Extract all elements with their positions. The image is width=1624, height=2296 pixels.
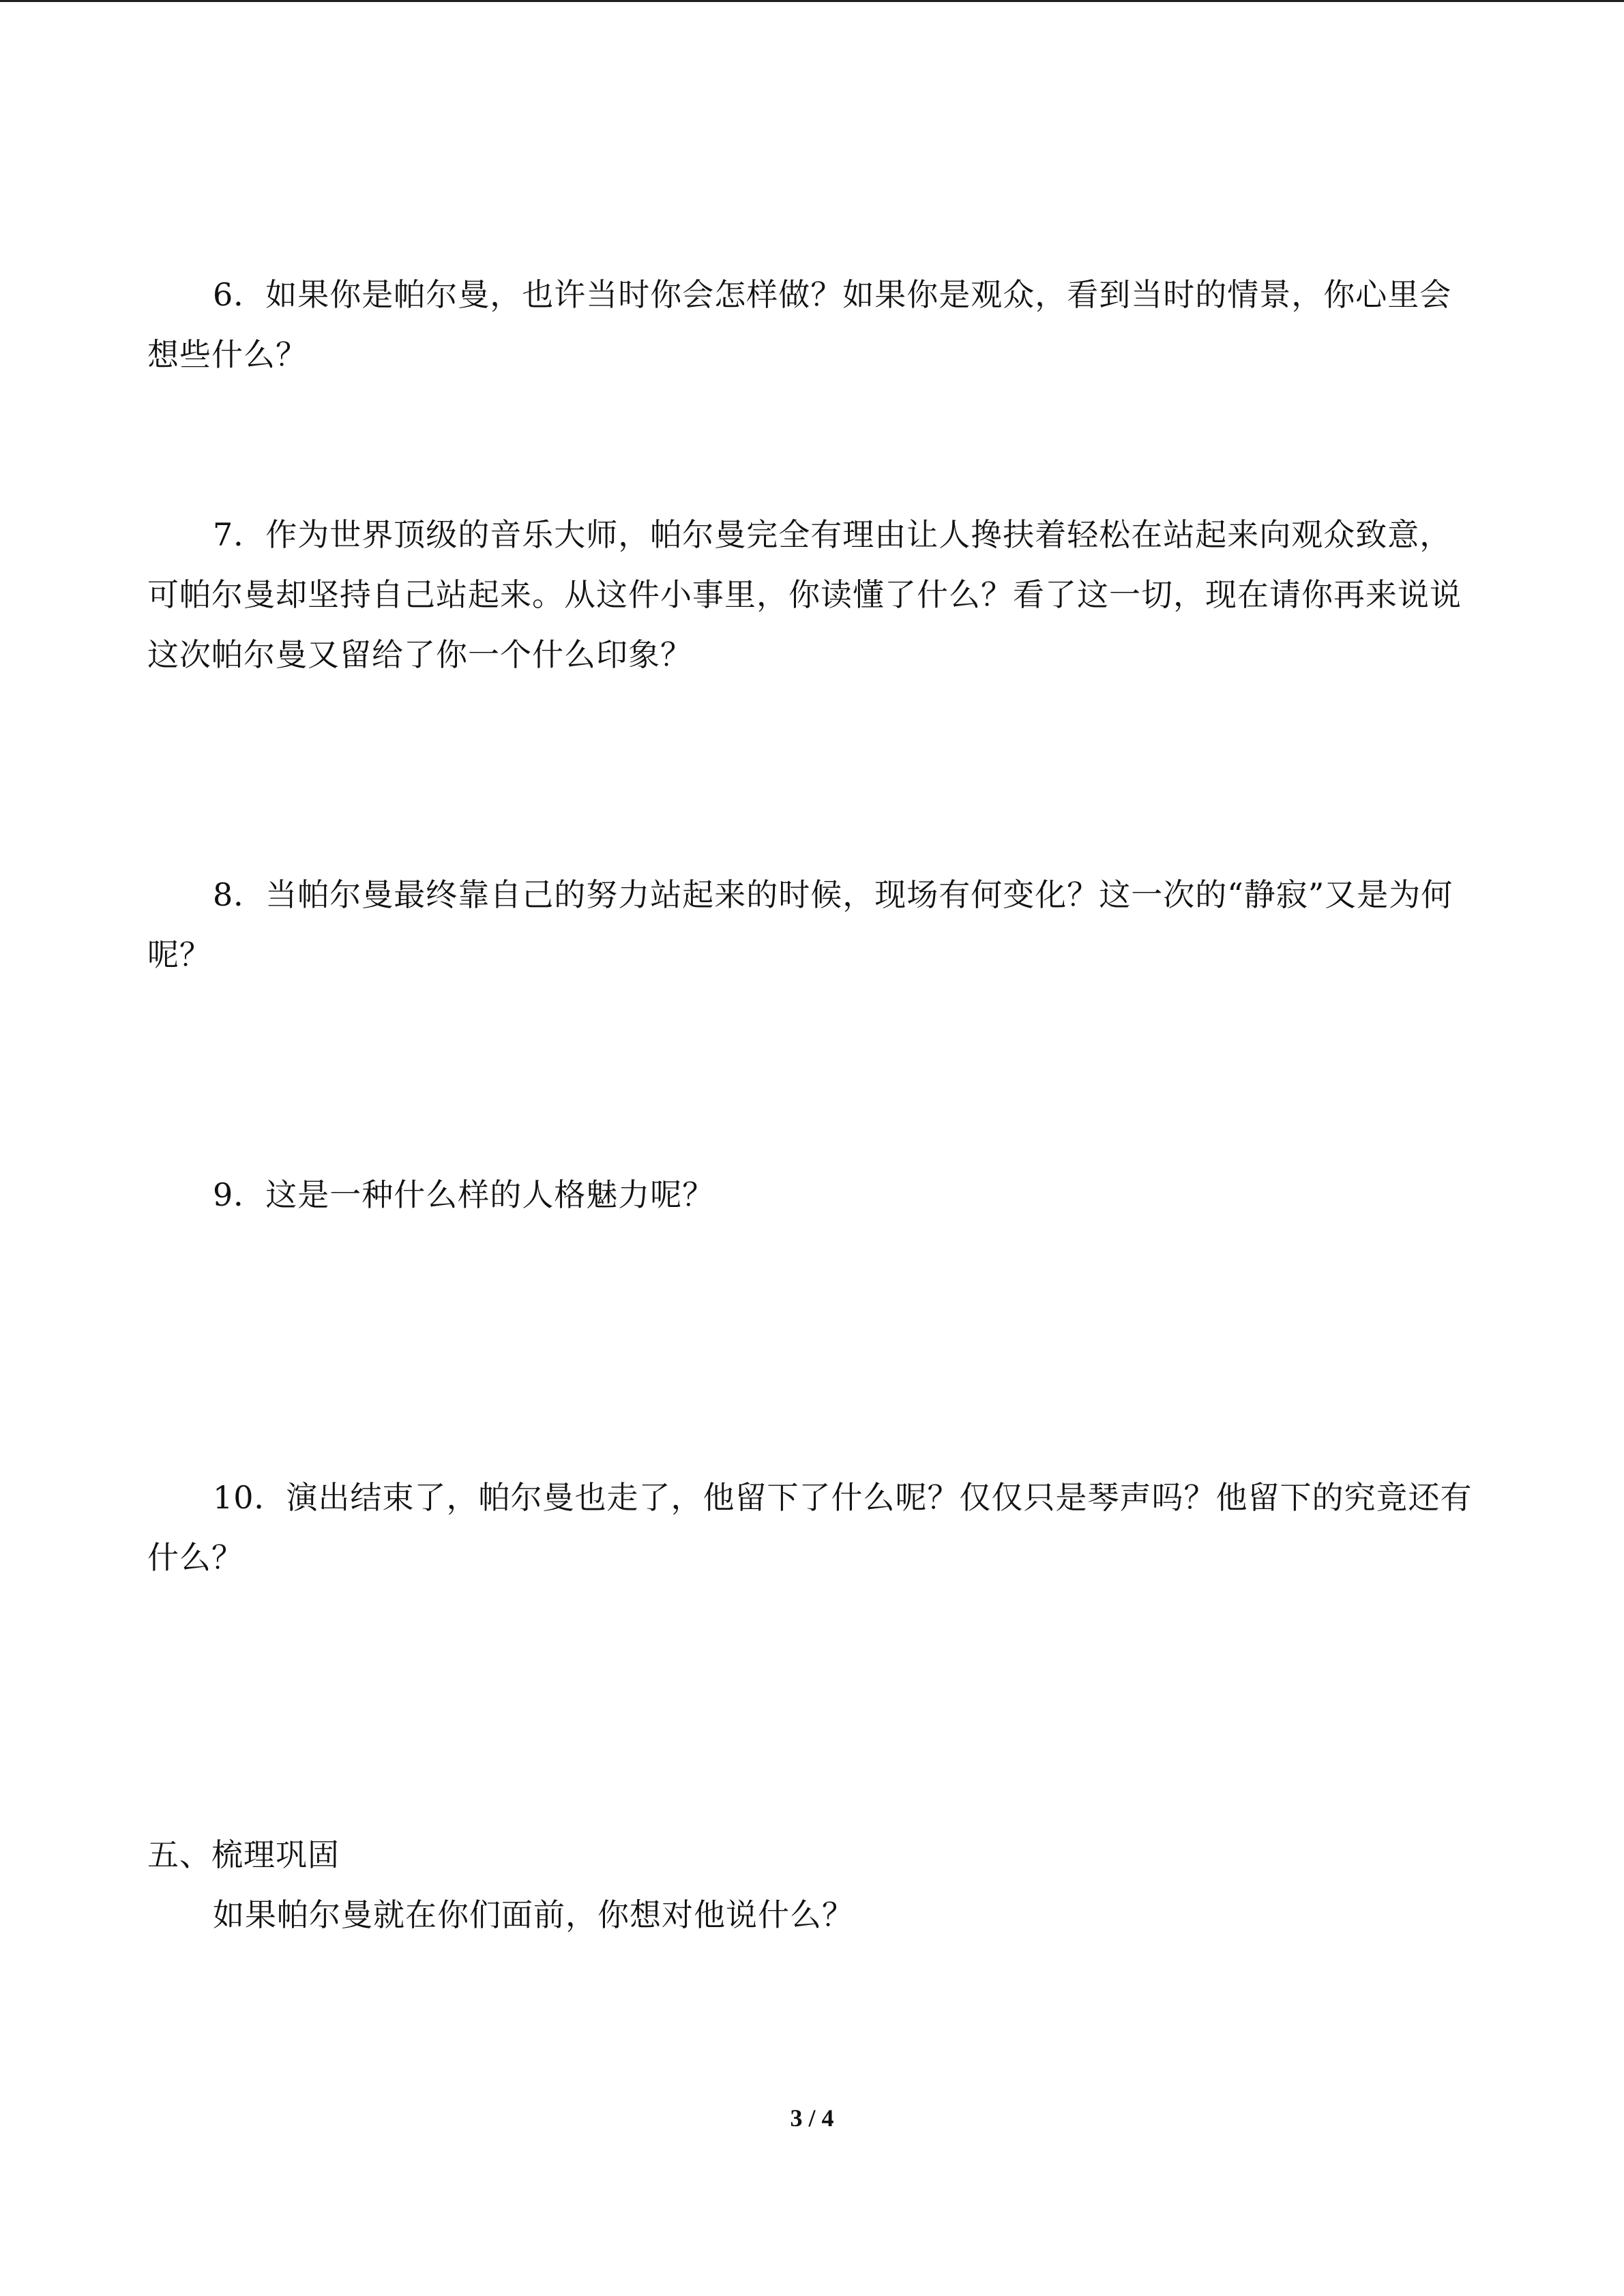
page-number: 3 / 4: [790, 2104, 834, 2132]
question-9: 9．这是一种什么样的人格魅力呢？: [213, 1176, 715, 1213]
section-prompt: 如果帕尔曼就在你们面前，你想对他说什么？: [213, 1896, 854, 1933]
question-6: 6．如果你是帕尔曼，也许当时你会怎样做？如果你是观众，看到当时的情景，你心里会想些什么？: [147, 276, 1452, 373]
question-7: 7．作为世界顶级的音乐大师，帕尔曼完全有理由让人搀扶着轻松在站起来向观众致意，可帕尔曼却坚持自己站起来。从这件小事里，你读懂了什么？看了这一切，现在请你再来说说这次帕尔曼又留给了你一个什么印象？: [147, 516, 1462, 673]
question-10: 10．演出结束了，帕尔曼也走了，他留下了什么呢？仅仅只是琴声吗？他留下的究竟还有什么？: [147, 1479, 1473, 1576]
question-8: 8．当帕尔曼最终靠自己的努力站起来的时候，现场有何变化？这一次的“静寂”又是为何呢？: [147, 876, 1453, 973]
section-heading: 五、梳理巩固: [147, 1836, 340, 1873]
